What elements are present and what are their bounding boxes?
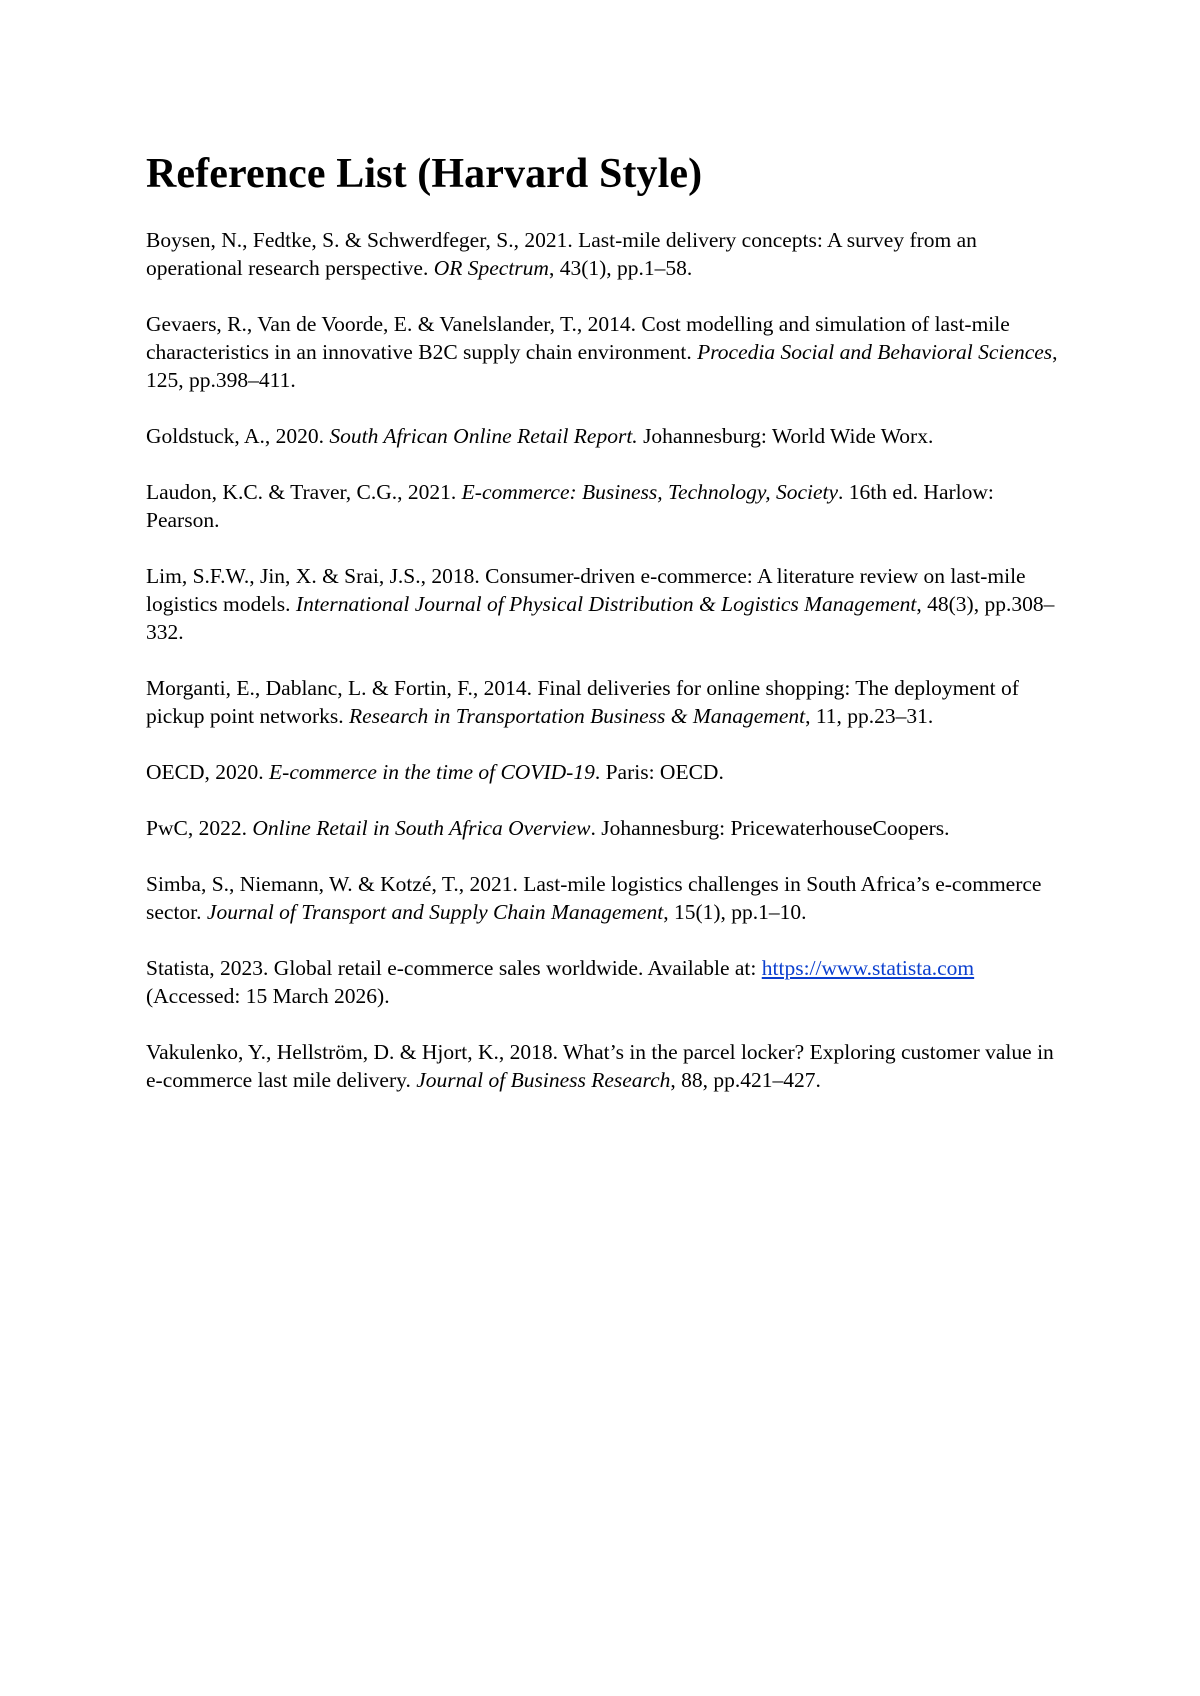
reference-details: , 43(1), pp.1–58. (548, 256, 693, 280)
reference-text: Vakulenko, Y., Hellström, D. & Hjort, K., 2018. What’s in the parcel locker? Exploring customer value in e-commerce last mile delivery. (146, 1040, 1054, 1092)
reference-list (146, 226, 1066, 1094)
reference-entry (146, 674, 1066, 730)
reference-entry (146, 562, 1066, 646)
reference-details: Johannesburg: World Wide Worx. (637, 424, 934, 448)
reference-entry (146, 478, 1066, 534)
statista-link[interactable]: https://www.statista.com (761, 956, 975, 980)
reference-text: Statista, 2023. Global retail e-commerce sales worldwide. Available at: (146, 956, 762, 980)
reference-details: , 88, pp.421–427. (670, 1068, 821, 1092)
reference-entry (146, 814, 1066, 842)
reference-source-title: E-commerce in the time of COVID-19 (269, 760, 595, 784)
reference-entry (146, 870, 1066, 926)
reference-source-title: International Journal of Physical Distribution & Logistics Management (295, 592, 917, 616)
reference-source-title: Online Retail in South Africa Overview (252, 816, 591, 840)
document-page (146, 148, 1066, 1122)
reference-source-title: Procedia Social and Behavioral Sciences (697, 340, 1053, 364)
reference-details: , 48(3), pp.308–332. (146, 592, 1055, 644)
reference-entry (146, 422, 1066, 450)
reference-text: OECD, 2020. (146, 760, 270, 784)
reference-text: Morganti, E., Dablanc, L. & Fortin, F., 2014. Final deliveries for online shopping: The deployment of pickup point networks. (146, 676, 1019, 728)
reference-text: Gevaers, R., Van de Voorde, E. & Vanelslander, T., 2014. Cost modelling and simulation of last-mile characteristics in an innovative B2C supply chain environment. (146, 312, 1010, 364)
reference-source-title: South African Online Retail Report. (329, 424, 638, 448)
reference-text: Lim, S.F.W., Jin, X. & Srai, J.S., 2018. Consumer-driven e-commerce: A literature review on last-mile logistics models. (146, 564, 1026, 616)
reference-details: . Paris: OECD. (594, 760, 724, 784)
reference-text: Simba, S., Niemann, W. & Kotzé, T., 2021. Last-mile logistics challenges in South Africa’s e-commerce sector. (146, 872, 1042, 924)
reference-source-title: Journal of Transport and Supply Chain Management (206, 900, 664, 924)
reference-access-date: (Accessed: 15 March 2026). (146, 984, 390, 1008)
reference-details: . 16th ed. Harlow: Pearson. (146, 480, 994, 532)
reference-source-title: OR Spectrum (433, 256, 549, 280)
reference-source-title: E-commerce: Business, Technology, Society (461, 480, 839, 504)
reference-details: , 15(1), pp.1–10. (663, 900, 807, 924)
page-title: Reference List (Harvard Style) (146, 151, 703, 197)
reference-text: Goldstuck, A., 2020. (146, 424, 330, 448)
reference-details: , 125, pp.398–411. (146, 340, 1058, 392)
reference-source-title: Research in Transportation Business & Management (349, 704, 806, 728)
reference-entry (146, 226, 1066, 282)
reference-entry-statista (146, 954, 1066, 1010)
reference-entry (146, 1038, 1066, 1094)
reference-text: PwC, 2022. (146, 816, 253, 840)
reference-details: , 11, pp.23–31. (805, 704, 934, 728)
reference-entry (146, 310, 1066, 394)
reference-source-title: Journal of Business Research (416, 1068, 671, 1092)
reference-text: Boysen, N., Fedtke, S. & Schwerdfeger, S., 2021. Last-mile delivery concepts: A survey from an operational research perspective. (146, 228, 977, 280)
reference-details: . Johannesburg: PricewaterhouseCoopers. (590, 816, 950, 840)
reference-text: Laudon, K.C. & Traver, C.G., 2021. (146, 480, 462, 504)
reference-entry (146, 758, 1066, 786)
